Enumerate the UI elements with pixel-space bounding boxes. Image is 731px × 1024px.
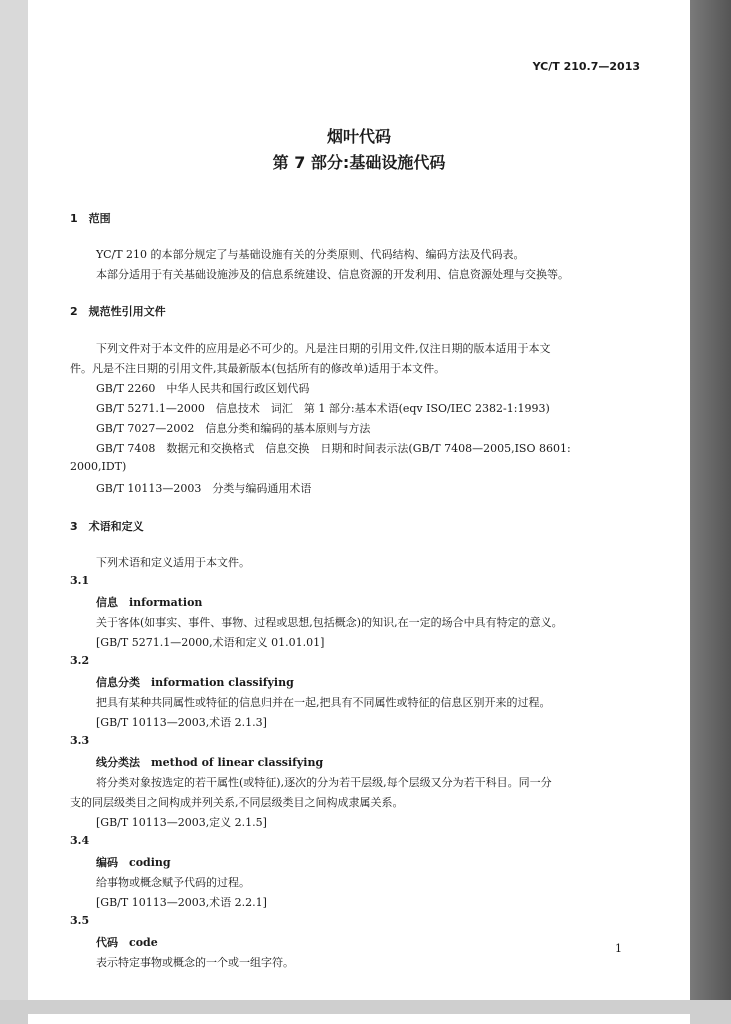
term-number: 3.5	[70, 914, 90, 927]
page-number: 1	[615, 942, 622, 955]
term-name: 编码 coding	[96, 856, 171, 869]
term-definition: 将分类对象按选定的若干属性(或特征),逐次的分为若干层级,每个层级又分为若干科目。同一分	[96, 776, 552, 789]
section-3-heading: 3 术语和定义	[70, 520, 144, 533]
document-code: YC/T 210.7—2013	[532, 60, 640, 73]
reference-item: GB/T 7027—2002 信息分类和编码的基本原则与方法	[96, 422, 371, 435]
term-source: [GB/T 10113—2003,定义 2.1.5]	[96, 816, 267, 829]
term-name: 代码 code	[96, 936, 158, 949]
paragraph: 下列术语和定义适用于本文件。	[96, 556, 250, 569]
reference-item-cont: 2000,IDT)	[70, 460, 127, 473]
term-name: 线分类法 method of linear classifying	[96, 756, 324, 769]
term-definition-cont: 支的同层级类目之间构成并列关系,不同层级类目之间构成隶属关系。	[70, 796, 404, 809]
term-number: 3.2	[70, 654, 90, 667]
document-subtitle: 第 7 部分:基础设施代码	[272, 153, 446, 172]
section-1-heading: 1 范围	[70, 212, 111, 225]
reference-item: GB/T 5271.1—2000 信息技术 词汇 第 1 部分:基本术语(eqv ISO/IEC 2382-1:1993)	[96, 402, 550, 415]
document-title: 烟叶代码	[326, 127, 391, 146]
scan-right-shadow	[690, 0, 731, 1024]
scan-left-margin	[0, 0, 28, 1024]
term-source: [GB/T 10113—2003,术语 2.1.3]	[96, 716, 267, 729]
paragraph: 下列文件对于本文件的应用是必不可少的。凡是注日期的引用文件,仅注日期的版本适用于本文	[96, 342, 551, 355]
reference-item: GB/T 2260 中华人民共和国行政区划代码	[96, 382, 310, 395]
term-definition: 把具有某种共同属性或特征的信息归并在一起,把具有不同属性或特征的信息区别开来的过程。	[96, 696, 551, 709]
term-name: 信息 information	[96, 596, 203, 609]
paragraph: 本部分适用于有关基础设施涉及的信息系统建设、信息资源的开发利用、信息资源处理与交换等。	[96, 268, 569, 281]
term-source: [GB/T 5271.1—2000,术语和定义 01.01.01]	[96, 636, 325, 649]
next-page-edge	[28, 1014, 690, 1024]
reference-item: GB/T 7408 数据元和交换格式 信息交换 日期和时间表示法(GB/T 7408—2005,ISO 8601:	[96, 442, 571, 455]
section-2-heading: 2 规范性引用文件	[70, 305, 166, 318]
term-name: 信息分类 information classifying	[96, 676, 294, 689]
term-source: [GB/T 10113—2003,术语 2.2.1]	[96, 896, 267, 909]
term-number: 3.1	[70, 574, 90, 587]
term-definition: 给事物或概念赋予代码的过程。	[96, 876, 250, 889]
term-number: 3.4	[70, 834, 90, 847]
paragraph: YC/T 210 的本部分规定了与基础设施有关的分类原则、代码结构、编码方法及代码表。	[96, 248, 525, 261]
term-number: 3.3	[70, 734, 90, 747]
paragraph: 件。凡是不注日期的引用文件,其最新版本(包括所有的修改单)适用于本文件。	[70, 362, 446, 375]
term-definition: 表示特定事物或概念的一个或一组字符。	[96, 956, 294, 969]
term-definition: 关于客体(如事实、事件、事物、过程或思想,包括概念)的知识,在一定的场合中具有特定的意义。	[96, 616, 563, 629]
document-page	[28, 0, 690, 1000]
reference-item: GB/T 10113—2003 分类与编码通用术语	[96, 482, 312, 495]
